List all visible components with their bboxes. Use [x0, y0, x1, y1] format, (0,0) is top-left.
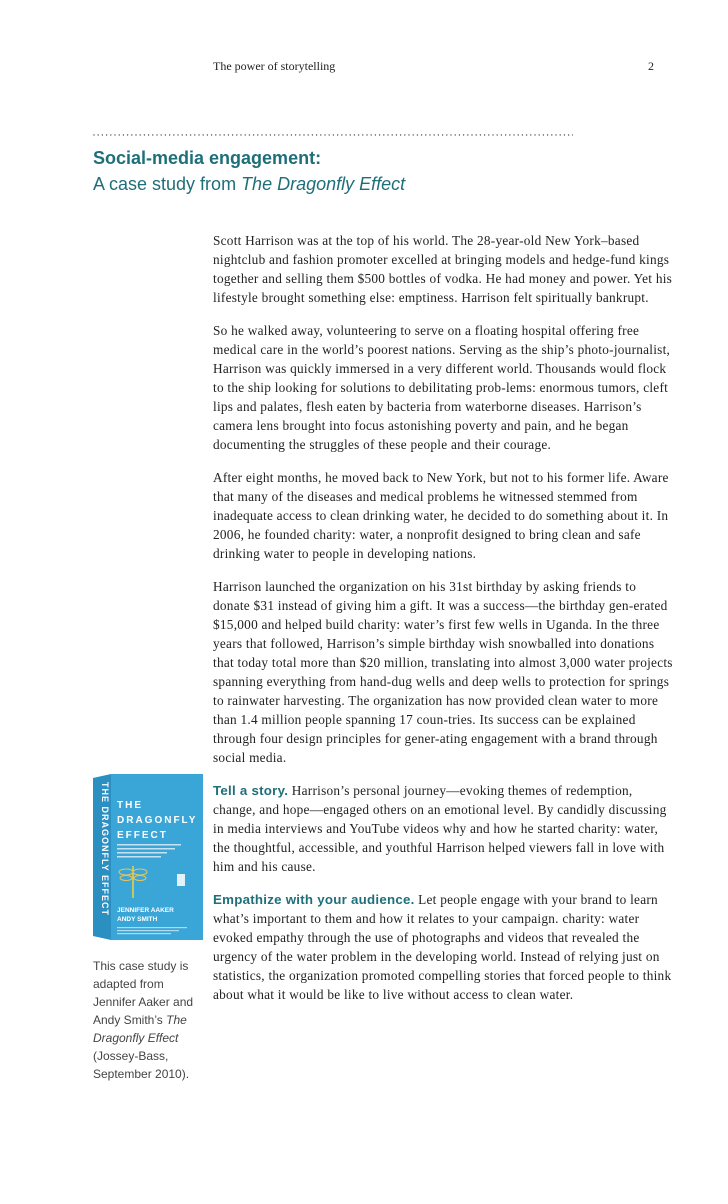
principle-paragraph [213, 781, 673, 876]
subtitle-book-title: The Dragonfly Effect [241, 174, 406, 194]
principle-lead: Tell a story. [213, 783, 289, 798]
caption-prefix: This case study is adapted from Jennifer Aaker and Andy Smith’s [93, 959, 194, 1027]
spine-title: THE DRAGONFLY EFFECT [100, 782, 110, 917]
caption-suffix: (Jossey-Bass, September 2010). [93, 1049, 190, 1081]
cover-author-2: ANDY SMITH [117, 916, 158, 923]
principle-paragraph [213, 890, 673, 1004]
subtitle-prefix: A case study from [93, 174, 242, 194]
cover-title-line2: DRAGONFLY [117, 815, 198, 826]
book-cover-image [93, 770, 203, 942]
principle-text: Let people engage with your brand to learn what’s important to them and how it relates to your campaign. charity: water evoked empathy through the use of photographs and videos that revealed the urgency of the water problem in the developing world. Instead of relying just on statistics, the organization promoted compelling stories that forced people to think about what it would be like to live without access to clean water. [213, 892, 672, 1002]
publisher-logo [177, 874, 185, 886]
paragraph: Harrison launched the organization on his 31st birthday by asking friends to donate $31 instead of giving him a gift. It was a success—the birthday gen-erated $15,000 and helped build charity: water’s first few wells in Uganda. In the three years that followed, Harrison’s simple birthday wish snowballed into donations that today total more than $20 million, translating into almost 3,000 water projects spanning everything from hand-dug wells and deep wells to protection for springs to rainwater harvesting. The organization has now provided clean water to more than 1.4 million people spanning 17 coun-tries. Its success can be explained through four design principles for gener-ating engagement with a brand through social media. [213, 579, 673, 765]
section-title: Social-media engagement: [93, 148, 322, 168]
paragraph: Scott Harrison was at the top of his world. The 28-year-old New York–based nightclub and fashion promoter excelled at bringing models and hedge-fund kings together and selling them $500 bottles of vodka. He had money and power. Yet his lifestyle brought something else: emptiness. Harrison felt spiritually bankrupt. [213, 233, 673, 305]
dotted-divider [93, 133, 573, 137]
cover-author-1: JENNIFER AAKER [117, 907, 174, 914]
paragraph: After eight months, he moved back to New York, but not to his former life. Aware that many of the diseases and medical problems he witnessed stemmed from inadequate access to clean drinking water, he decided to do something about it. In 2006, he founded charity: water, a nonprofit designed to bring clean and safe drinking water to people in developing nations. [213, 470, 669, 561]
principle-lead: Empathize with your audience. [213, 892, 415, 907]
running-header: The power of storytelling [213, 59, 336, 73]
page-number: 2 [648, 59, 654, 73]
cover-title-line3: EFFECT [117, 830, 168, 841]
section-subtitle [93, 174, 405, 195]
image-caption [93, 957, 201, 1083]
paragraph: So he walked away, volunteering to serve on a floating hospital offering free medical care in the world’s poorest nations. Serving as the ship’s photo-journalist, Harrison was quickly immersed in a very different world. Thousands would flock to the ship looking for solutions to debilitating prob-lems: enormous tumors, cleft lips and palates, flesh eaten by bacteria from waterborne diseases. Harrison’s camera lens brought into focus astonishing poverty and pain, and he began documenting the struggles of these people and their courage. [213, 323, 671, 452]
article-body [213, 231, 673, 1018]
principle-text: Harrison’s personal journey—evoking themes of redemption, change, and hope—engaged others on an emotional level. By candidly discussing in media interviews and YouTube videos why and how he started charity: water, the thoughtful, accessible, and youthful Harrison helped viewers fall in love with him and his cause. [213, 783, 667, 874]
cover-title-line1: THE [117, 800, 143, 811]
caption-book-title: The Dragonfly Effect [93, 1013, 187, 1045]
